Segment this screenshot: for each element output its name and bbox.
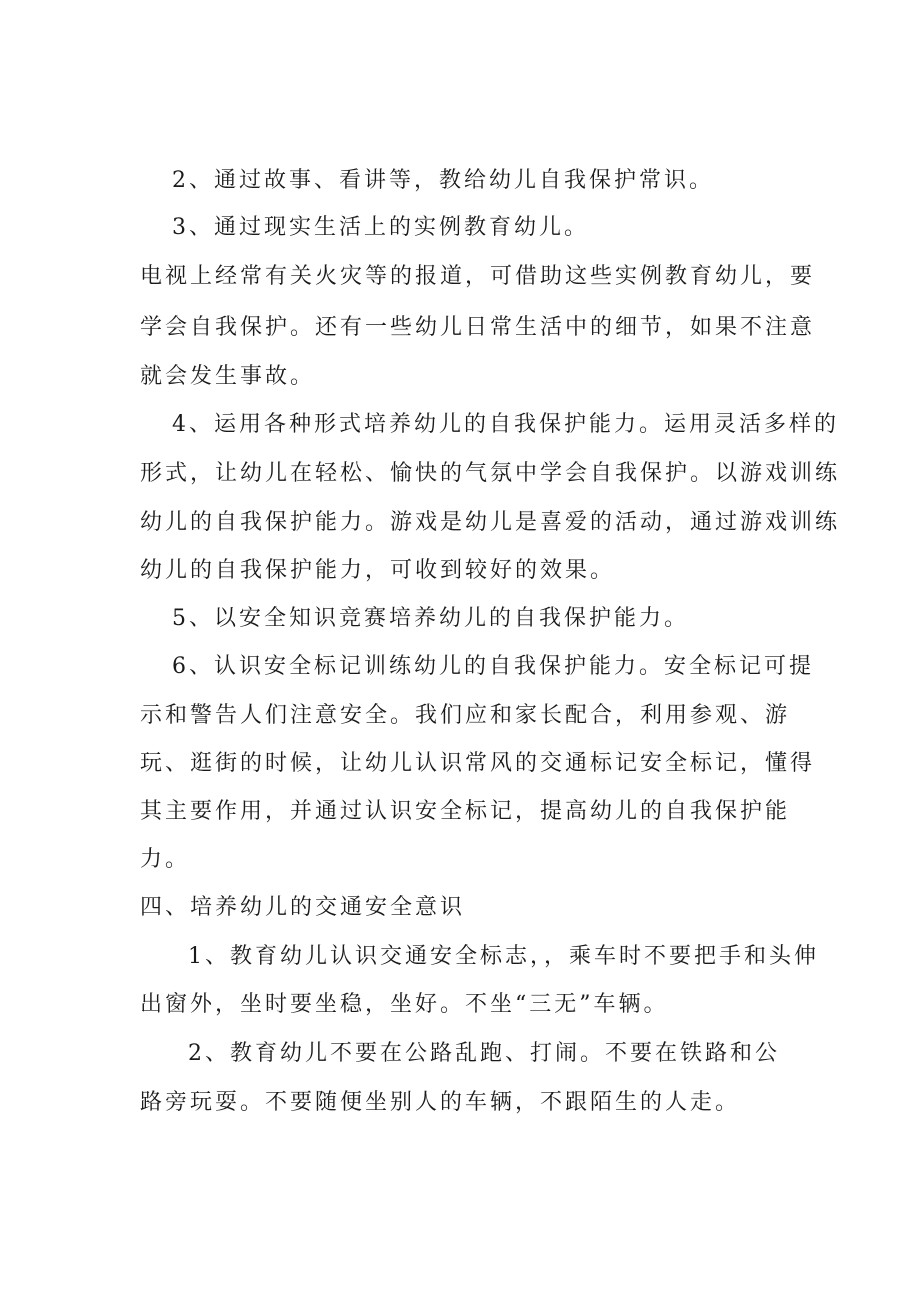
text-line-13: 玩、逛街的时候，让幼儿认识常风的交通标记安全标记，懂得 xyxy=(140,751,816,776)
text-line-8: 幼儿的自我保护能力。游戏是幼儿是喜爱的活动，通过游戏训练 xyxy=(140,510,841,535)
text-line-15: 力。 xyxy=(140,847,191,872)
text-line-2: 3、通过现实生活上的实例教育幼儿。 xyxy=(172,215,589,240)
text-line-20: 路旁玩耍。不要随便坐别人的车辆，不跟陌生的人走。 xyxy=(140,1090,741,1115)
section-heading: 四、培养幼儿的交通安全意识 xyxy=(140,895,466,920)
text-line-5: 就会发生事故。 xyxy=(140,364,316,389)
text-line-19: 2、教育幼儿不要在公路乱跑、打闹。不要在铁路和公 xyxy=(188,1041,780,1066)
text-line-11: 6、认识安全标记训练幼儿的自我保护能力。安全标记可提 xyxy=(172,654,814,679)
text-line-18: 出窗外，坐时要坐稳，坐好。不坐“三无”车辆。 xyxy=(140,992,669,1017)
text-line-7: 形式，让幼儿在轻松、愉快的气氛中学会自我保护。以游戏训练 xyxy=(140,461,841,486)
text-line-1: 2、通过故事、看讲等，教给幼儿自我保护常识。 xyxy=(172,168,714,193)
text-line-12: 示和警告人们注意安全。我们应和家长配合，利用参观、游 xyxy=(140,703,791,728)
text-line-10: 5、以安全知识竞赛培养幼儿的自我保护能力。 xyxy=(172,606,689,631)
text-line-4: 学会自我保护。还有一些幼儿日常生活中的细节，如果不注意 xyxy=(140,315,816,340)
text-line-14: 其主要作用，并通过认识安全标记，提高幼儿的自我保护能 xyxy=(140,799,791,824)
text-line-9: 幼儿的自我保护能力，可收到较好的效果。 xyxy=(140,558,616,583)
text-line-3: 电视上经常有关火灾等的报道，可借助这些实例教育幼儿，要 xyxy=(140,264,816,289)
text-line-17: 1、教育幼儿认识交通安全标志，，乘车时不要把手和头伸 xyxy=(188,944,819,969)
text-line-6: 4、运用各种形式培养幼儿的自我保护能力。运用灵活多样的 xyxy=(172,412,839,437)
